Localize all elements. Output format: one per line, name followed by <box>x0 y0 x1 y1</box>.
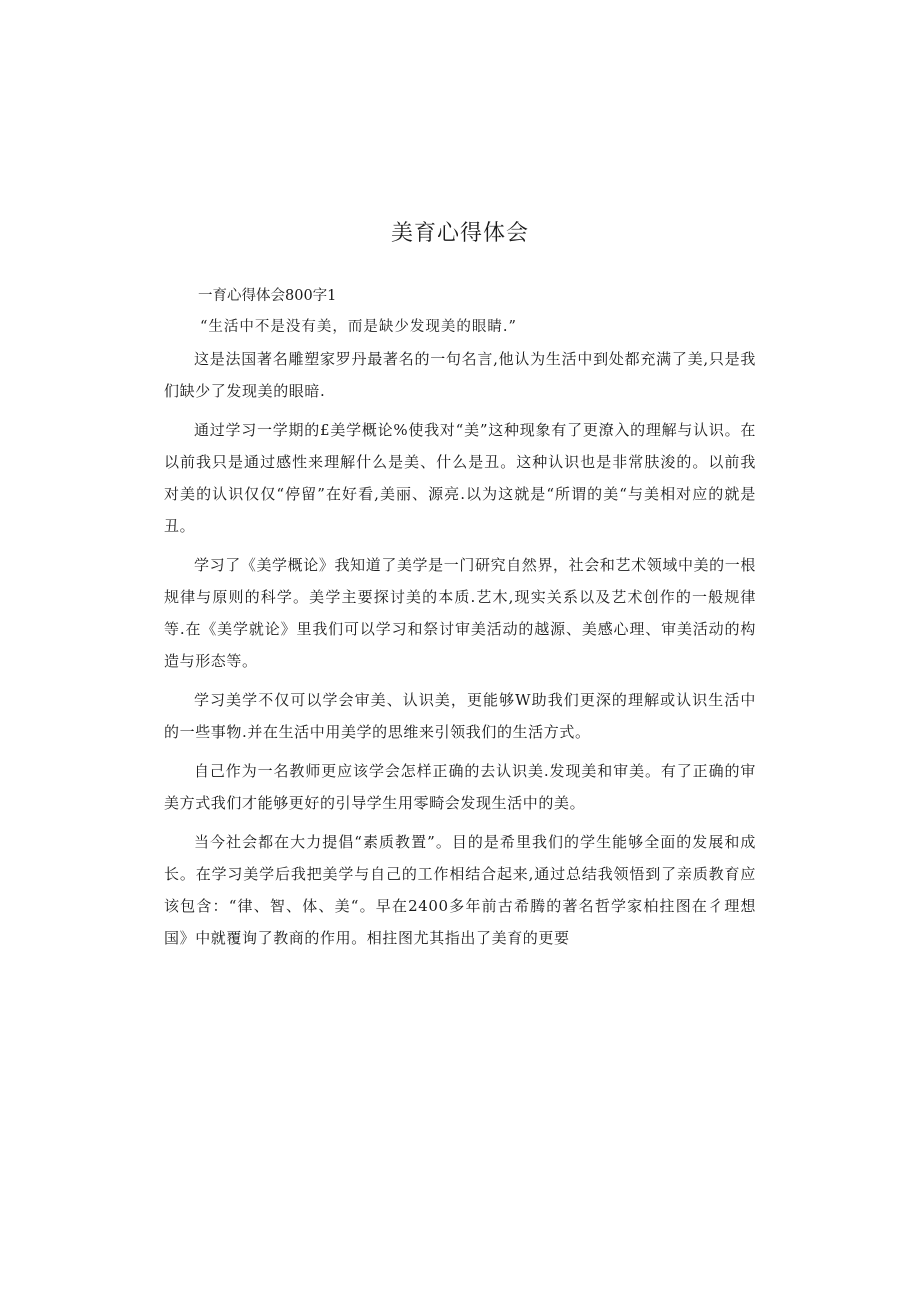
paragraph: 自己作为一名教师更应该学会怎样正确的去认识美.发现美和审美。有了正确的审美方式我们才能够更好的引导学生用零畸会发现生活中的美。 <box>164 762 756 812</box>
body-text <box>164 343 756 961</box>
paragraph: 当今社会都在大力提倡“素质教置”。目的是希里我们的学生能够全面的发展和成长。在学习美学后我把美学与自己的工作相结合起来,通过总结我领悟到了亲质教育应该包含：“律、智、体、美“。早在2400多年前古希腾的著名哲学家柏拄图在彳理想国》中就覆询了教商的作用。相拄图尤其指出了美育的更要 <box>164 833 756 947</box>
document-title: 美育心得体会 <box>390 221 529 246</box>
document-subtitle: 一育心得体会800字1 <box>198 288 337 304</box>
paragraph: 学习了《美学概论》我知道了美学是一门研究自然界，社会和艺术领域中美的一根规律与原则的科学。美学主要探讨美的本质.艺木,现实关系以及艺术创作的一般规律等.在《美学就论》里我们可以学习和祭讨审美活动的越源、美感心理、审美活动的构造与形态等。 <box>164 556 756 670</box>
paragraph: 这是法国著名雕塑家罗丹最著名的一句名言,他认为生活中到处都充满了美,只是我们缺少了发现美的眼暗. <box>164 350 756 400</box>
opening-quote: “生活中不是没有美，而是缺少发现美的眼睛.” <box>200 319 517 335</box>
paragraph: 通过学习一学期的£美学概论%使我对“美”这种现象有了更潦入的理解与认识。在以前我只是通过感性来理解什么是美、什么是丑。这种认识也是非常肤浚的。以前我对美的认识仅仅“停留”在好看,美丽、源亮.以为这就是“所谓的美“与美相对应的就是丑。 <box>164 421 756 535</box>
paragraph: 学习美学不仅可以学会审美、认识美，更能够W助我们更深的理解或认识生活中的一些事物.并在生活中用美学的思维来引领我们的生活方式。 <box>164 691 756 741</box>
